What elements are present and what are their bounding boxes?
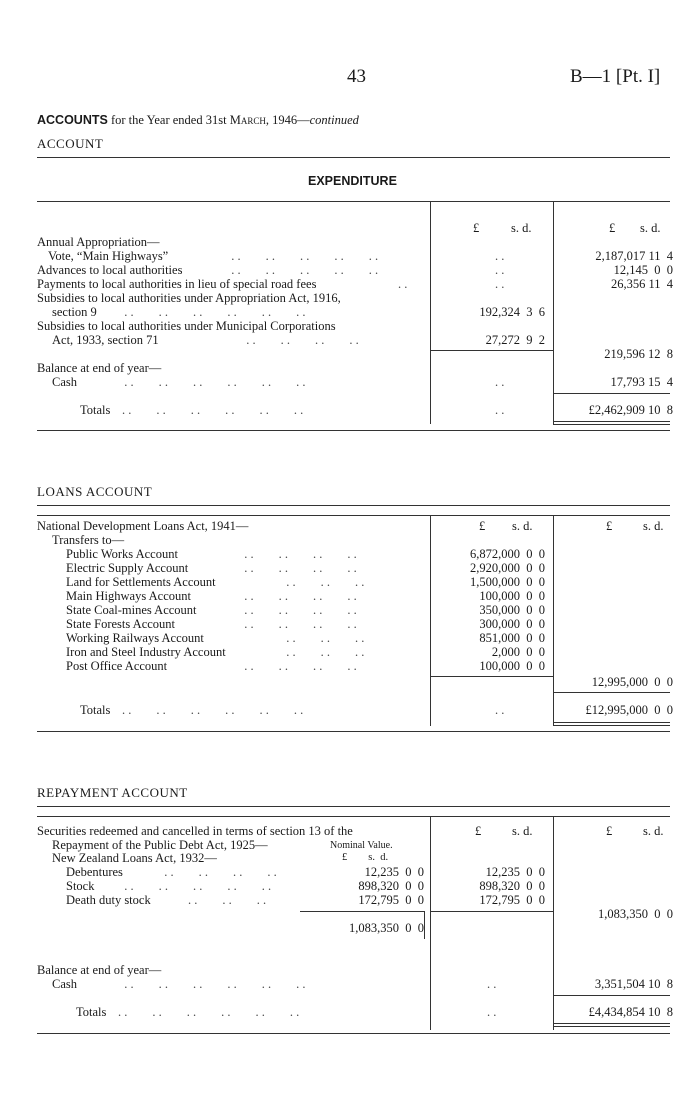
leader-dots: . . . . . .: [280, 645, 365, 659]
col-pounds-header: £: [606, 519, 613, 533]
balance-label: Balance at end of year—: [37, 963, 162, 977]
leader-dots: . . . . . . . . . . . .: [118, 375, 306, 389]
list-item: State Forests Account: [66, 617, 176, 631]
table-top-rule: [37, 201, 670, 202]
row-value: 2,187,017 11 4: [595, 249, 673, 263]
list-item-value: 851,000 0 0: [479, 631, 545, 645]
row-value: 12,145 0 0: [613, 263, 673, 277]
leader-dots: . . . . . . . . . . . .: [118, 977, 306, 991]
subtotal-rule: [430, 911, 553, 912]
leader-dots: . . . . . . . . . . . .: [122, 703, 304, 717]
double-rule: [553, 1026, 670, 1027]
row-label: Balance at end of year—: [37, 361, 162, 375]
totals-label: Totals: [76, 1005, 107, 1019]
leader-dots: . . . . . . . . . .: [118, 879, 272, 893]
row-value: 219,596 12 8: [604, 347, 673, 361]
nominal-value: 898,320 0 0: [358, 879, 424, 893]
leader-dots: . . . . . . . .: [238, 561, 357, 575]
repayment-line: Securities redeemed and cancelled in terms of section 13 of the: [37, 824, 353, 838]
loans-heading: National Development Loans Act, 1941—: [37, 519, 249, 533]
row-label: Subsidies to local authorities under Municipal Corporations: [37, 319, 336, 333]
list-item: Working Railways Account: [66, 631, 204, 645]
col-pounds-header: £: [606, 824, 613, 838]
totals-rule: [553, 692, 670, 693]
row-value: 17,793 15 4: [610, 375, 673, 389]
leader-dots: . .: [495, 263, 505, 277]
list-item-value: 300,000 0 0: [479, 617, 545, 631]
col-sd-header: s. d.: [511, 221, 532, 235]
page-number: 43: [347, 66, 366, 87]
subtotal-rule: [430, 676, 553, 677]
accounts-title: ACCOUNTS for the Year ended 31st March, 1946—continued: [37, 113, 359, 127]
nominal-value: 172,795 0 0: [358, 893, 424, 907]
list-item: Death duty stock: [66, 893, 151, 907]
list-item-value: 100,000 0 0: [479, 659, 545, 673]
col-pounds-header: £: [479, 519, 486, 533]
table-top-rule: [37, 515, 670, 516]
document-reference: B—1 [Pt. I]: [570, 66, 661, 87]
list-item-value: 2,920,000 0 0: [470, 561, 545, 575]
double-rule: [553, 722, 670, 723]
list-item-value: 898,320 0 0: [479, 879, 545, 893]
double-rule: [553, 421, 670, 422]
list-item: Stock: [66, 879, 95, 893]
leader-dots: . . . . . .: [280, 631, 365, 645]
leader-dots: . .: [495, 277, 505, 291]
col-sd-header: s. d.: [643, 824, 664, 838]
leader-dots: . . . . . .: [188, 893, 267, 907]
col-sd-header: s. d.: [640, 221, 661, 235]
leader-dots: . . . . . .: [280, 575, 365, 589]
totals-value: £4,434,854 10 8: [588, 1005, 673, 1019]
row-label: Subsidies to local authorities under Appropriation Act, 1916,: [37, 291, 341, 305]
column-divider: [424, 911, 425, 939]
subtotal-rule: [300, 911, 424, 912]
leader-dots: . .: [495, 703, 505, 717]
cash-label: Cash: [52, 977, 77, 991]
table-bottom-rule: [37, 731, 670, 732]
column-divider: [553, 816, 554, 1030]
totals-rule: [553, 393, 670, 394]
row-value: 26,356 11 4: [610, 277, 673, 291]
leader-dots: . .: [495, 375, 505, 389]
list-item-value: 1,500,000 0 0: [470, 575, 545, 589]
row-label: Annual Appropriation—: [37, 235, 160, 249]
table-bottom-rule: [37, 1033, 670, 1034]
leader-dots: . . . . . . . .: [238, 617, 357, 631]
list-item: Post Office Account: [66, 659, 168, 673]
loans-subheading: Transfers to—: [52, 533, 125, 547]
leader-dots: . .: [495, 249, 505, 263]
nominal-value-header: Nominal Value.: [330, 840, 393, 851]
leader-dots: . . . . . . . .: [238, 547, 357, 561]
leader-dots: . . . . . . . . . . . .: [122, 403, 304, 417]
row-label: Cash: [52, 375, 77, 389]
row-label: section 9: [52, 305, 97, 319]
leader-dots: . . . . . . . .: [240, 333, 359, 347]
double-rule: [553, 424, 670, 425]
list-item: Iron and Steel Industry Account: [66, 645, 226, 659]
list-item: State Coal-mines Account: [66, 603, 197, 617]
row-label: Advances to local authorities: [37, 263, 183, 277]
account-label: ACCOUNT: [37, 136, 104, 151]
loans-account-title: LOANS ACCOUNT: [37, 484, 153, 499]
list-item: Debentures: [66, 865, 123, 879]
leader-dots: . . . . . . . .: [158, 865, 277, 879]
row-value: 27,272 9 2: [485, 333, 545, 347]
leader-dots: . .: [398, 277, 408, 291]
totals-value: £12,995,000 0 0: [585, 703, 673, 717]
row-value: 192,324 3 6: [479, 305, 545, 319]
list-item-value: 12,235 0 0: [485, 865, 545, 879]
list-item-value: 172,795 0 0: [479, 893, 545, 907]
divider: [37, 505, 670, 506]
subtotal-value: 1,083,350 0 0: [598, 907, 673, 921]
double-rule: [553, 725, 670, 726]
column-divider: [553, 515, 554, 726]
col-sd-header: s. d.: [512, 824, 533, 838]
totals-value: £2,462,909 10 8: [588, 403, 673, 417]
col-pounds-header: £: [609, 221, 616, 235]
leader-dots: . .: [487, 977, 497, 991]
row-label: Act, 1933, section 71: [52, 333, 159, 347]
col-sd-header: s. d.: [643, 519, 664, 533]
leader-dots: . . . . . . . . . .: [225, 263, 379, 277]
leader-dots: . .: [487, 1005, 497, 1019]
column-divider: [553, 201, 554, 424]
leader-dots: . . . . . . . .: [238, 589, 357, 603]
col-pounds-header: £: [473, 221, 480, 235]
nominal-value: 12,235 0 0: [364, 865, 424, 879]
table-top-rule: [37, 816, 670, 817]
leader-dots: . . . . . . . . . . . .: [118, 305, 306, 319]
list-item-value: 100,000 0 0: [479, 589, 545, 603]
totals-label: Totals: [80, 703, 111, 717]
list-item-value: 2,000 0 0: [491, 645, 545, 659]
repayment-line: New Zealand Loans Act, 1932—: [52, 851, 217, 865]
list-item: Public Works Account: [66, 547, 178, 561]
leader-dots: . . . . . . . .: [238, 659, 357, 673]
repayment-account-title: REPAYMENT ACCOUNT: [37, 785, 188, 800]
column-divider: [430, 816, 431, 1030]
nominal-total: 1,083,350 0 0: [349, 921, 424, 935]
divider: [37, 806, 670, 807]
divider: [37, 157, 670, 158]
list-item: Land for Settlements Account: [66, 575, 216, 589]
expenditure-heading: EXPENDITURE: [308, 174, 397, 188]
row-label: Vote, “Main Highways”: [48, 249, 169, 263]
subtotal-rule: [430, 350, 553, 351]
subtotal-value: 12,995,000 0 0: [591, 675, 673, 689]
leader-dots: . . . . . . . .: [238, 603, 357, 617]
table-bottom-rule: [37, 430, 670, 431]
col-pounds-header: £: [475, 824, 482, 838]
col-sd-header: s. d.: [512, 519, 533, 533]
list-item: Main Highways Account: [66, 589, 191, 603]
row-label: Payments to local authorities in lieu of special road fees: [37, 277, 317, 291]
cash-value: 3,351,504 10 8: [594, 977, 673, 991]
leader-dots: . .: [495, 403, 505, 417]
repayment-line: Repayment of the Public Debt Act, 1925—: [52, 838, 268, 852]
list-item: Electric Supply Account: [66, 561, 189, 575]
list-item-value: 6,872,000 0 0: [470, 547, 545, 561]
totals-rule: [553, 995, 670, 996]
totals-label: Totals: [80, 403, 111, 417]
nominal-col-headers: £ s. d.: [342, 852, 389, 863]
double-rule: [553, 1023, 670, 1024]
leader-dots: . . . . . . . . . . . .: [118, 1005, 300, 1019]
leader-dots: . . . . . . . . . .: [225, 249, 379, 263]
list-item-value: 350,000 0 0: [479, 603, 545, 617]
